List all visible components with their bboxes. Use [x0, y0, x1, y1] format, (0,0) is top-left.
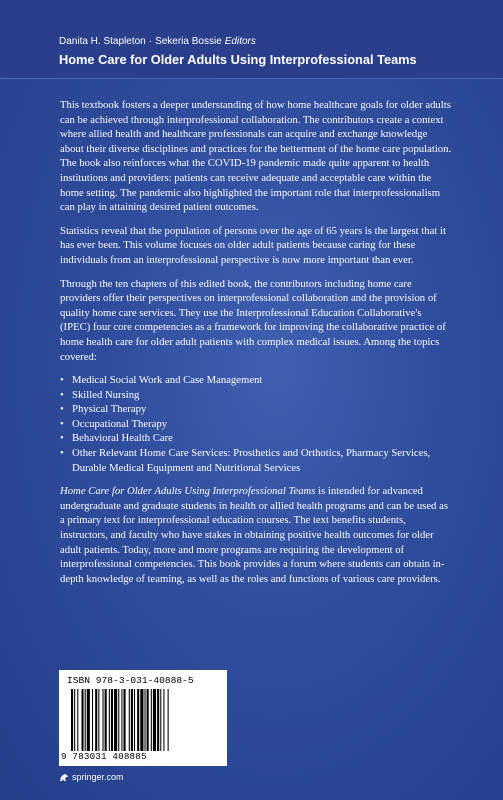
paragraph: Statistics reveal that the population of persons over the age of 65 years is the largest that it has ever been. This volume focuses on older adult patients because caring for these individuals from an interprofessional perspective is now more important than ever.: [60, 224, 446, 266]
list-item: • Medical Social Work and Case Management: [60, 373, 452, 388]
paragraph: Through the ten chapters of this edited book, the contributors including home care providers offer their perspectives on interprofessional collaboration and the provision of quality home care services. They use the Interprofessional Education Collaborative's (IPEC) four core competencies as a framework for improving the collaborative practice of home health care for older adult patients with complex medical issues. Among the topics covered:: [60, 277, 446, 363]
editor-name: Sekeria Bossie: [155, 36, 222, 47]
blurb: [60, 98, 452, 595]
barcode-digits: 9 783031 408885: [61, 751, 147, 762]
springer-horse-icon: [59, 773, 69, 782]
list-item: • Physical Therapy: [60, 402, 452, 417]
book-title: Home Care for Older Adults Using Interprofessional Teams: [59, 52, 417, 67]
editors-line: [59, 36, 256, 47]
editor-separator: ·: [148, 36, 153, 47]
paragraph: This textbook fosters a deeper understanding of how home healthcare goals for older adults can be achieved through interprofessional collaboration. The contributors create a context where allied health and healthcare professionals can acquire and exchange knowledge about their diverse disciplines and practices for the betterment of the home care population. The book also reinforces what the COVID-19 pandemic made quite apparent to health institutions and providers: patients can receive adequate and acceptable care within the home setting. The pandemic also highlighted the important role that interprofessionalism can play in attaining desired patient outcomes.: [60, 99, 452, 214]
publisher-footer: [59, 772, 124, 782]
publisher-url: springer.com: [72, 772, 124, 782]
paragraph-text: is intended for advanced undergraduate and graduate students in health or allied health programs and can be used as a primary text for interprofessional education courses. The text benefits students, instructors, and faculty who have stakes in obtaining positive health outcomes for older adult patients. Today, more and more programs are requiring the development of interprofessional competencies. This book provides a forum where students can obtain in-depth knowledge of teaming, as well as the roles and functions of various care providers.: [60, 485, 448, 585]
list-item: • Behavioral Health Care: [60, 431, 452, 446]
editors-role: Editors: [224, 36, 256, 47]
topics-list: [60, 373, 452, 475]
barcode-icon: [71, 689, 217, 751]
barcode-box: [59, 670, 227, 766]
isbn-label: ISBN 978-3-031-40888-5: [67, 675, 194, 686]
paragraph: [60, 484, 452, 586]
editor-name: Danita H. Stapleton: [59, 36, 146, 47]
list-item: • Occupational Therapy: [60, 417, 452, 432]
book-title-italic: Home Care for Older Adults Using Interprofessional Teams: [60, 485, 316, 498]
list-item: • Other Relevant Home Care Services: Prosthetics and Orthotics, Pharmacy Services, Durable Medical Equipment and Nutritional Services: [60, 446, 452, 475]
list-item: • Skilled Nursing: [60, 388, 452, 403]
